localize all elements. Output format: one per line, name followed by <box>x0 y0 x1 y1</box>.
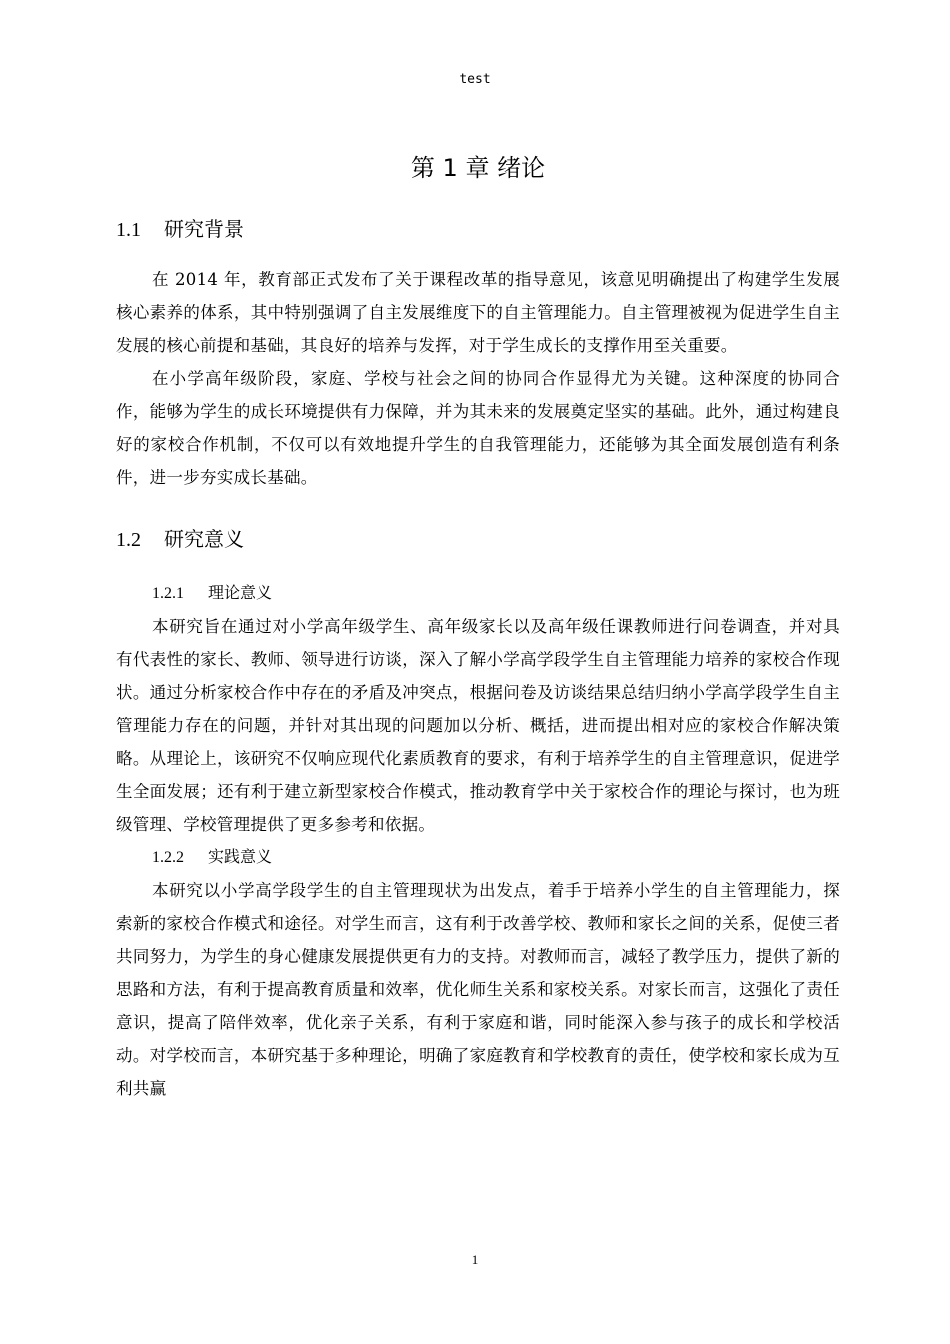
section-title: 研究背景 <box>164 217 244 241</box>
paragraph: 在 2014 年，教育部正式发布了关于课程改革的指导意见，该意见明确提出了构建学生发展核心素养的体系，其中特别强调了自主发展维度下的自主管理能力。自主管理被视为促进学生自主发展的核心前提和基础，其良好的培养与发挥，对于学生成长的支撑作用至关重要。 <box>116 270 840 355</box>
page-number: 1 <box>471 1252 479 1267</box>
subsection-title: 理论意义 <box>208 583 273 602</box>
subsection-number: 1.2.2 <box>152 849 184 866</box>
paragraph: 本研究以小学高学段学生的自主管理现状为出发点，着手于培养小学生的自主管理能力，探索新的家校合作模式和途径。对学生而言，这有利于改善学校、教师和家长之间的关系，促使三者共同努力，为学生的身心健康发展提供更有力的支持。对教师而言，减轻了教学压力，提供了新的思路和方法，有利于提高教育质量和效率，优化师生关系和家校关系。对家长而言，这强化了责任意识，提高了陪伴效率，优化亲子关系，有利于家庭和谐，同时能深入参与孩子的成长和学校活动。对学校而言，本研究基于多种理论，明确了家庭教育和学校教育的责任，使学校和家长成为互利共赢 <box>116 881 840 1098</box>
subsection-title: 实践意义 <box>208 847 273 866</box>
section-number: 1.1 <box>116 219 141 241</box>
section-heading-1-1 <box>116 214 840 245</box>
paragraph: 本研究旨在通过对小学高年级学生、高年级家长以及高年级任课教师进行问卷调查，并对具有代表性的家长、教师、领导进行访谈，深入了解小学高学段学生自主管理能力培养的家校合作现状。通过分析家校合作中存在的矛盾及冲突点，根据问卷及访谈结果总结归纳小学高学段学生自主管理能力存在的问题，并针对其出现的问题加以分析、概括，进而提出相对应的家校合作解决策略。从理论上，该研究不仅响应现代化素质教育的要求，有利于培养学生的自主管理意识，促进学生全面发展；还有利于建立新型家校合作模式，推动教育学中关于家校合作的理论与探讨，也为班级管理、学校管理提供了更多参考和依据。 <box>116 617 840 834</box>
page-content <box>116 150 840 1105</box>
chapter-title: 第 1 章 绪论 <box>410 154 546 182</box>
subsection-heading-1-2-1 <box>116 577 840 610</box>
subsection-heading-1-2-2 <box>116 841 840 874</box>
subsection-number: 1.2.1 <box>152 585 184 602</box>
section-title: 研究意义 <box>164 527 244 551</box>
section-number: 1.2 <box>116 529 141 551</box>
paragraph: 在小学高年级阶段，家庭、学校与社会之间的协同合作显得尤为关键。这种深度的协同合作，能够为学生的成长环境提供有力保障，并为其未来的发展奠定坚实的基础。此外，通过构建良好的家校合作机制，不仅可以有效地提升学生的自我管理能力，还能够为其全面发展创造有利条件，进一步夯实成长基础。 <box>116 369 840 487</box>
page-header: test <box>459 72 491 87</box>
section-heading-1-2 <box>116 524 840 555</box>
